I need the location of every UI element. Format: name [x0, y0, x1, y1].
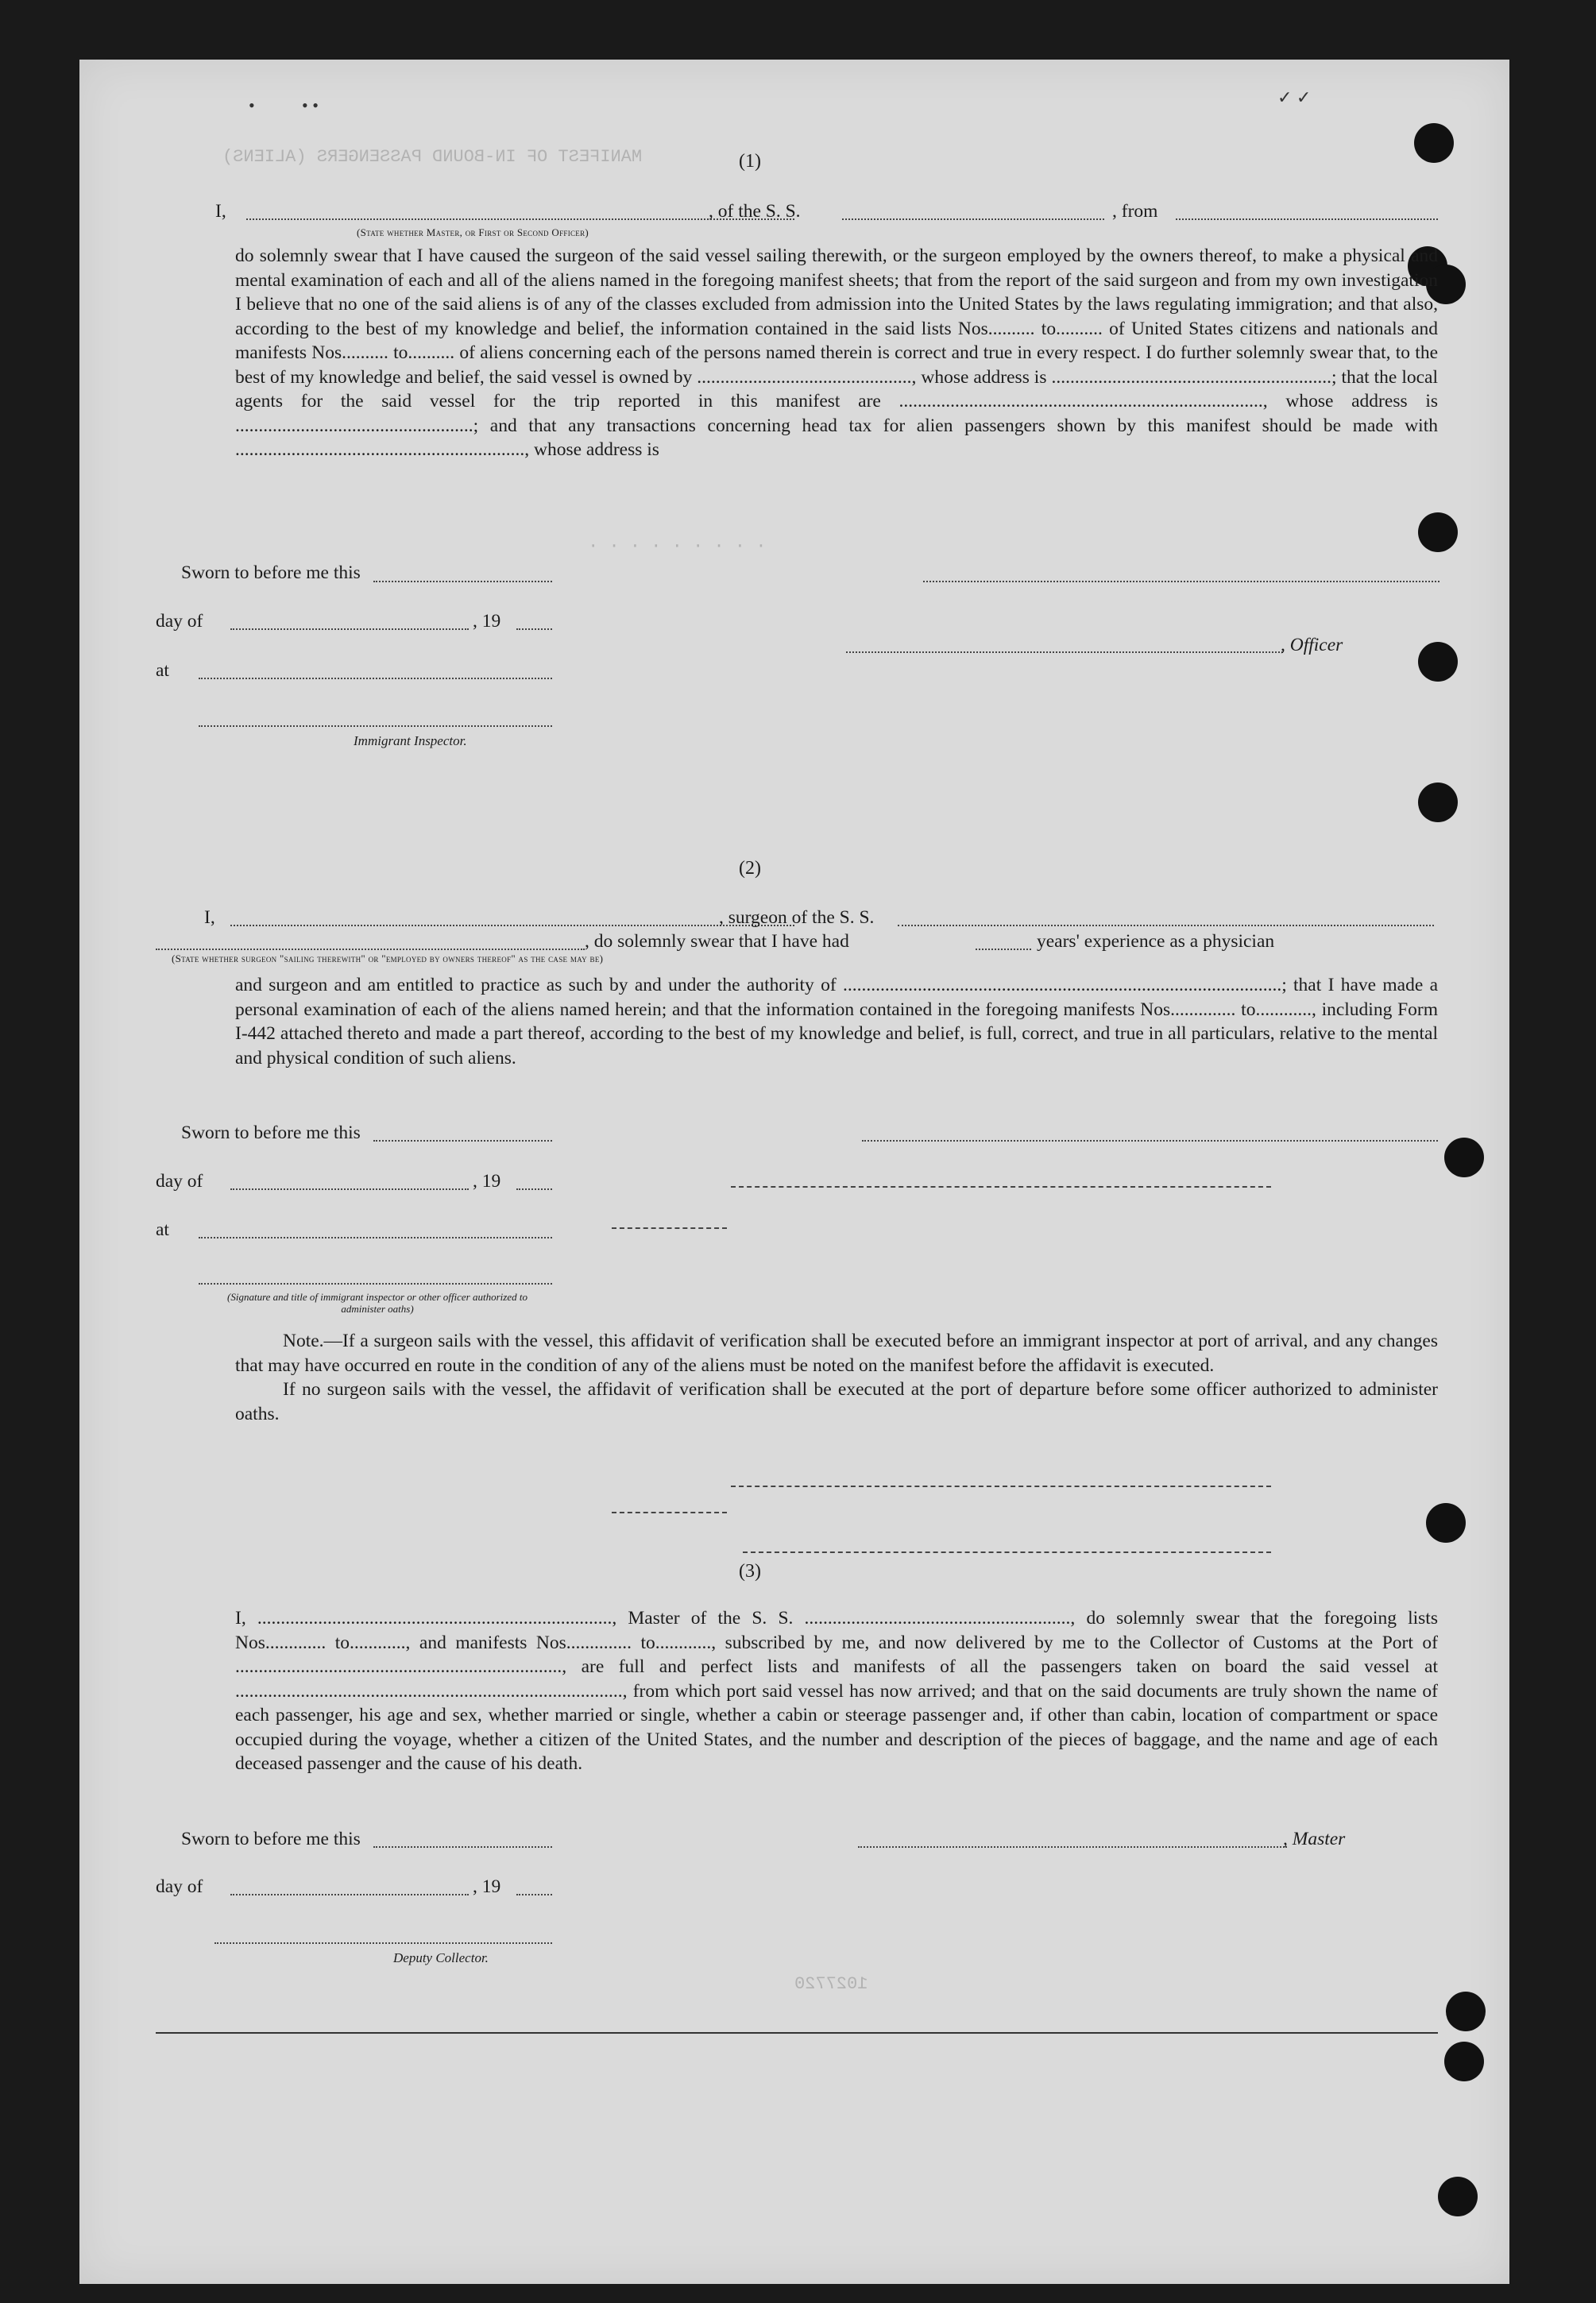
year-field[interactable] — [516, 1894, 552, 1895]
punch-hole — [1426, 1503, 1466, 1543]
section3-sworn-label: Sworn to before me this — [181, 1829, 361, 1849]
section2-paragraph: and surgeon and am entitled to practice as such by and under the authority of ..............................................................................................; that I have made a personal examination of each of the aliens named herein; and that the information contained in the foregoing manifests Nos.............. to............, including Form I-442 attached thereto and made a part thereof, according to the best of my knowledge and belief, is full, correct, and true in all particulars, relative to the mental and physical condition of such aliens. — [235, 975, 1438, 1068]
bleed-through-text: · · · · · · · · · — [588, 536, 767, 556]
section1-paragraph-block — [235, 244, 1438, 462]
section2-year-label: , 19 — [473, 1171, 501, 1192]
master-signature-field[interactable] — [858, 1846, 1287, 1848]
bleed-through-text: MANIFEST OF IN-BOUND PASSENGERS (ALIENS) — [222, 147, 643, 167]
years-experience-field[interactable] — [976, 949, 1031, 950]
section3-paragraph: I, ............................................................................, Master of the S. S. ........................................................., do solemnly swear that the foregoing lists Nos............. to............, and manifests Nos.............. to............, subscribed by me, and now delivered by me to the Collector of Customs at the Port of ......................................................................, are full and perfect lists and manifests of all the passengers taken on board the said vessel at ..................................................................................., from which port said vessel has now arrived; and that on the said documents are truly shown the name of each passenger, his age and sex, whether married or single, whether a cabin or steerage passenger and, if other than cabin, location of compartment or space occupied during the voyage, whether a citizen of the United States, and the number and description of the pieces of baggage, and the name and age of each deceased passenger and the cause of his death. — [235, 1608, 1438, 1774]
day-field[interactable] — [230, 1894, 469, 1895]
master-label: , Master — [1283, 1829, 1346, 1849]
section1-line1: I, — [215, 201, 226, 222]
stray-mark: ✓ ✓ — [1277, 87, 1312, 107]
typed-dash-line — [612, 1227, 727, 1229]
vessel-name-field[interactable] — [842, 218, 1104, 220]
typed-dash-line — [612, 1512, 727, 1513]
note-paragraph: Note.—If a surgeon sails with the vessel, this affidavit of verification shall be executed before an immigrant inspector at port of arrival, and any changes that may have occurred en route in the condition of any of the aliens must be noted on the manifest before the affidavit is executed. — [235, 1331, 1438, 1376]
inspector-signature-field[interactable] — [199, 1283, 552, 1285]
sworn-date-field[interactable] — [373, 1140, 552, 1142]
section2-at-label: at — [156, 1219, 169, 1240]
punch-hole — [1414, 123, 1454, 163]
at-place-field[interactable] — [199, 678, 552, 679]
section1-vessel-label: , of the S. S. — [709, 201, 801, 222]
section2-vessel-label: , surgeon of the S. S. — [719, 907, 875, 928]
punch-hole — [1444, 2042, 1484, 2081]
typed-dash-line — [743, 1551, 1271, 1553]
section3-paragraph-block — [235, 1606, 1438, 1776]
section2-sworn-label: Sworn to before me this — [181, 1123, 361, 1143]
officer-name-field[interactable] — [846, 651, 1283, 653]
manifest-page — [79, 60, 1509, 2284]
deputy-signature-field[interactable] — [214, 1942, 552, 1944]
section1-sworn-label: Sworn to before me this — [181, 562, 361, 583]
surgeon-status-field[interactable] — [156, 949, 585, 950]
deputy-caption: Deputy Collector. — [393, 1950, 489, 1965]
surgeon-vessel-field[interactable] — [898, 925, 1434, 926]
officer-label: , Officer — [1281, 635, 1343, 655]
stray-mark: • — [249, 95, 255, 115]
year-field[interactable] — [516, 1188, 552, 1190]
typed-dash-line — [731, 1186, 1271, 1188]
section2-swear-text: , do solemnly swear that I have had — [585, 931, 849, 952]
sworn-date-field[interactable] — [373, 581, 552, 582]
punch-hole — [1418, 642, 1458, 682]
section1-from-label: , from — [1112, 201, 1158, 222]
note-paragraph-2: If no surgeon sails with the vessel, the affidavit of verification shall be executed at the port of departure before some officer authorized to administer oaths. — [235, 1379, 1438, 1424]
punch-hole — [1418, 782, 1458, 822]
at-place-field[interactable] — [199, 1237, 552, 1238]
note-block — [235, 1329, 1438, 1426]
stray-mark: • • — [302, 95, 319, 115]
sworn-date-field[interactable] — [373, 1846, 552, 1848]
bottom-divider — [156, 2032, 1438, 2034]
typed-dash-line — [731, 1486, 1271, 1487]
inspector-caption: Immigrant Inspector. — [354, 733, 467, 748]
surgeon-signature-field[interactable] — [862, 1140, 1438, 1142]
punch-hole — [1438, 2177, 1478, 2216]
section1-at-label: at — [156, 660, 169, 681]
section1-day-label: day of — [156, 611, 203, 632]
section-number: (1) — [739, 151, 761, 172]
surgeon-name-field[interactable] — [230, 925, 794, 926]
surgeon-status-caption: (State whether surgeon "sailing therewith" or "employed by owners thereof" as the case may be) — [172, 952, 604, 964]
section-number: (2) — [739, 858, 761, 879]
officer-signature-field[interactable] — [923, 581, 1439, 582]
section1-year-label: , 19 — [473, 611, 501, 632]
section2-line1-start: I, — [204, 907, 215, 928]
section3-year-label: , 19 — [473, 1876, 501, 1897]
section2-paragraph-block — [235, 973, 1438, 1070]
punch-hole — [1418, 512, 1458, 552]
punch-hole — [1446, 1992, 1486, 2031]
day-field[interactable] — [230, 1188, 469, 1190]
section-number: (3) — [739, 1561, 761, 1582]
from-port-field[interactable] — [1176, 218, 1438, 220]
section1-paragraph: do solemnly swear that I have caused the surgeon of the said vessel sailing therewith, or the surgeon employed by the owners thereof, to make a physical and mental examination of each and all of the aliens named in the foregoing manifest sheets; that from the report of the said surgeon and from my own investigation I believe that no one of the said aliens is of any of the classes excluded from admission into the United States by the laws regulating immigration; and that also, according to the best of my knowledge and belief, the information contained in the said lists Nos.......... to.......... of United States citizens and nationals and manifests Nos.......... to.......... of aliens concerning each of the persons named therein is correct and true in every respect. I do further solemnly swear that, to the best of my knowledge and belief, the said vessel is owned by .............................................., whose address is ............................................................; that the local agents for the said vessel for the trip reported in this manifest are .............................................................................., whose address is ...................................................; and that any transactions concerning head tax for alien passengers shown by this manifest should be made with .............................................................., whose address is — [235, 245, 1438, 460]
year-field[interactable] — [516, 628, 552, 630]
punch-hole — [1444, 1138, 1484, 1177]
section3-day-label: day of — [156, 1876, 203, 1897]
section2-years-text: years' experience as a physician — [1037, 931, 1275, 952]
inspector-signature-field[interactable] — [199, 725, 552, 727]
section2-day-label: day of — [156, 1171, 203, 1192]
day-field[interactable] — [230, 628, 469, 630]
officer-rank-caption: (State whether Master, or First or Second Officer) — [356, 226, 589, 238]
bleed-through-text: 1027720 — [794, 1974, 868, 1994]
inspector-sig-caption: (Signature and title of immigrant inspector or other officer authorized to administer oaths) — [227, 1291, 527, 1315]
